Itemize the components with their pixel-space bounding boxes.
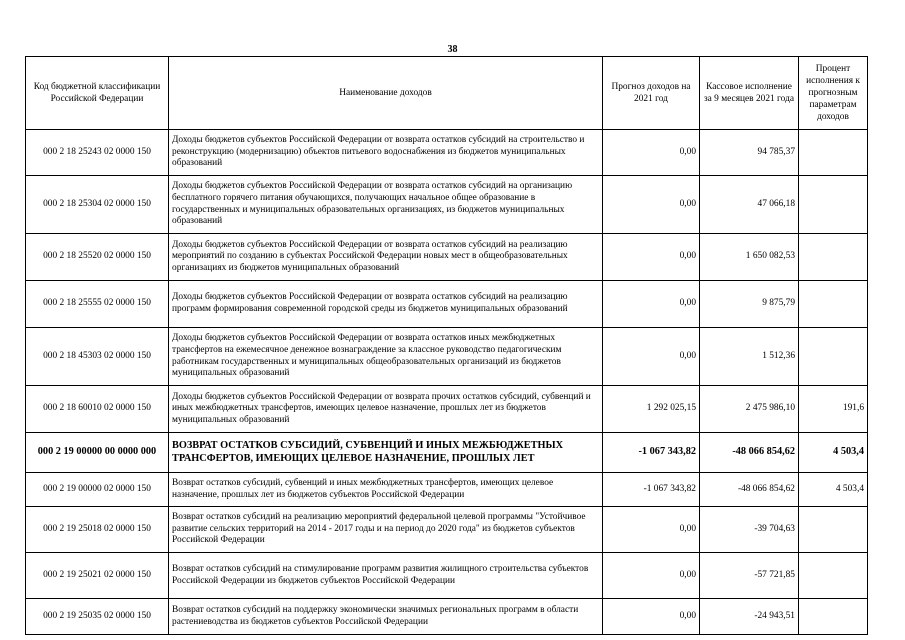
row-actual: -39 704,63	[700, 507, 799, 553]
table-row	[26, 234, 868, 281]
row-percent	[799, 328, 868, 386]
row-forecast: 0,00	[603, 599, 700, 635]
row-forecast: 0,00	[603, 130, 700, 176]
row-code: 000 2 18 25304 02 0000 150	[26, 176, 169, 234]
row-name: Доходы бюджетов субъектов Российской Федерации от возврата остатков субсидий на организацию бесплатного горячего питания обучающихся, получающих начальное общее образование в государственных и муниципальных образовательных организациях, из бюджетов муниципальных образований	[169, 176, 603, 234]
row-percent	[799, 281, 868, 328]
row-percent	[799, 553, 868, 599]
table-row	[26, 176, 868, 234]
row-forecast: 0,00	[603, 234, 700, 281]
row-code: 000 2 18 25243 02 0000 150	[26, 130, 169, 176]
row-name: Доходы бюджетов субъектов Российской Федерации от возврата остатков субсидий на строительство и реконструкцию (модернизацию) объектов питьевого водоснабжения из бюджетов муниципальных образований	[169, 130, 603, 176]
row-name: Возврат остатков субсидий на поддержку экономически значимых региональных программ в области растениеводства из бюджетов субъектов Российской Федерации	[169, 599, 603, 635]
row-percent	[799, 599, 868, 635]
row-name: Возврат остатков субсидий на стимулирование программ развития жилищного строительства субъектов Российской Федерации из бюджетов субъектов Российской Федерации	[169, 553, 603, 599]
row-forecast: -1 067 343,82	[603, 433, 700, 473]
table-row	[26, 328, 868, 386]
table-row	[26, 507, 868, 553]
row-name: Доходы бюджетов субъектов Российской Федерации от возврата прочих остатков субсидий, субвенций и иных межбюджетных трансфертов, имеющих целевое назначение, прошлых лет из бюджетов муниципальных образований	[169, 386, 603, 433]
row-actual: 1 650 082,53	[700, 234, 799, 281]
row-name: Доходы бюджетов субъектов Российской Федерации от возврата остатков субсидий на реализацию мероприятий по созданию в субъектах Российской Федерации новых мест в общеобразовательных организациях из бюджетов муниципальных образований	[169, 234, 603, 281]
header-code: Код бюджетной классификации Российской Федерации	[26, 57, 169, 130]
row-forecast: 0,00	[603, 507, 700, 553]
table-row	[26, 130, 868, 176]
header-actual: Кассовое исполнение за 9 месяцев 2021 года	[700, 57, 799, 130]
row-name: Возврат остатков субсидий, субвенций и иных межбюджетных трансфертов, имеющих целевое назначение, прошлых лет из бюджетов субъектов Российской Федерации	[169, 473, 603, 507]
row-actual: -57 721,85	[700, 553, 799, 599]
row-forecast: -1 067 343,82	[603, 473, 700, 507]
row-percent: 191,6	[799, 386, 868, 433]
row-percent	[799, 130, 868, 176]
table-header-row	[26, 57, 868, 130]
table-row	[26, 473, 868, 507]
row-code: 000 2 18 25520 02 0000 150	[26, 234, 169, 281]
row-code: 000 2 19 25021 02 0000 150	[26, 553, 169, 599]
table-row	[26, 599, 868, 635]
row-code: 000 2 19 25035 02 0000 150	[26, 599, 169, 635]
row-percent	[799, 507, 868, 553]
header-forecast: Прогноз доходов на 2021 год	[603, 57, 700, 130]
row-percent	[799, 176, 868, 234]
row-forecast: 1 292 025,15	[603, 386, 700, 433]
row-name: Возврат остатков субсидий на реализацию мероприятий федеральной целевой программы "Устойчивое развитие сельских территорий на 2014 - 2017 годы и на период до 2020 года" из бюджетов субъектов Российской Федерации	[169, 507, 603, 553]
row-code: 000 2 19 25018 02 0000 150	[26, 507, 169, 553]
row-code: 000 2 19 00000 00 0000 000	[26, 433, 169, 473]
row-forecast: 0,00	[603, 281, 700, 328]
row-name: Доходы бюджетов субъектов Российской Федерации от возврата остатков иных межбюджетных трансфертов на ежемесячное денежное вознаграждение за классное руководство педагогическим работникам государственных и муниципальных общеобразовательных организаций из бюджетов муниципальных образований	[169, 328, 603, 386]
budget-revenue-table	[25, 56, 868, 635]
row-percent	[799, 234, 868, 281]
row-forecast: 0,00	[603, 553, 700, 599]
table-row	[26, 553, 868, 599]
row-actual: 94 785,37	[700, 130, 799, 176]
row-actual: -48 066 854,62	[700, 433, 799, 473]
header-name: Наименование доходов	[169, 57, 603, 130]
row-actual: 2 475 986,10	[700, 386, 799, 433]
row-code: 000 2 18 60010 02 0000 150	[26, 386, 169, 433]
row-actual: 9 875,79	[700, 281, 799, 328]
table-row	[26, 281, 868, 328]
row-actual: 47 066,18	[700, 176, 799, 234]
table-row	[26, 433, 868, 473]
table-row	[26, 386, 868, 433]
header-percent: Процент исполнения к прогнозным параметрам доходов	[799, 57, 868, 130]
row-name: Доходы бюджетов субъектов Российской Федерации от возврата остатков субсидий на реализацию программ формирования современной городской среды из бюджетов муниципальных образований	[169, 281, 603, 328]
row-actual: -24 943,51	[700, 599, 799, 635]
row-percent: 4 503,4	[799, 433, 868, 473]
row-code: 000 2 19 00000 02 0000 150	[26, 473, 169, 507]
row-percent: 4 503,4	[799, 473, 868, 507]
row-name: ВОЗВРАТ ОСТАТКОВ СУБСИДИЙ, СУБВЕНЦИЙ И ИНЫХ МЕЖБЮДЖЕТНЫХ ТРАНСФЕРТОВ, ИМЕЮЩИХ ЦЕЛЕВОЕ НАЗНАЧЕНИЕ, ПРОШЛЫХ ЛЕТ	[169, 433, 603, 473]
row-forecast: 0,00	[603, 328, 700, 386]
row-code: 000 2 18 25555 02 0000 150	[26, 281, 169, 328]
page-number: 38	[447, 44, 458, 55]
row-code: 000 2 18 45303 02 0000 150	[26, 328, 169, 386]
row-actual: 1 512,36	[700, 328, 799, 386]
table-body	[26, 130, 868, 635]
row-forecast: 0,00	[603, 176, 700, 234]
row-actual: -48 066 854,62	[700, 473, 799, 507]
